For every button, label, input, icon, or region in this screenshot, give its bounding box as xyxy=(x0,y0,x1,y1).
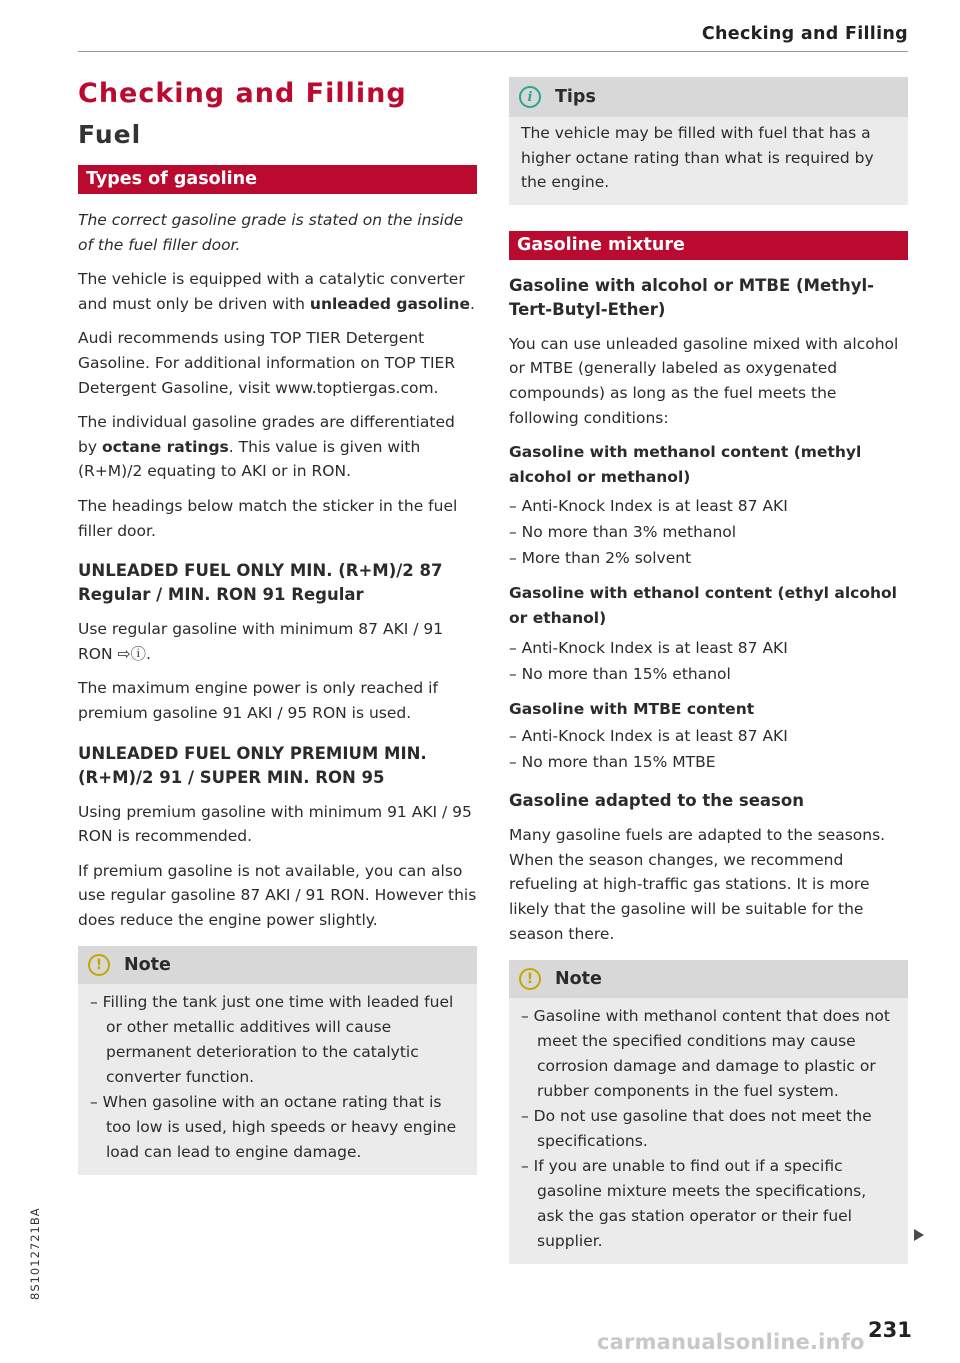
paragraph-top-tier: Audi recommends using TOP TIER Detergent Gasoline. For additional information on TOP TIER Detergent Gasoline, visit www.toptiergas.com. xyxy=(78,329,456,397)
heading-regular: UNLEADED FUEL ONLY MIN. (R+M)/2 87 Regular / MIN. RON 91 Regular xyxy=(78,561,443,605)
text: The individual gasoline grades are differentiated by xyxy=(78,413,455,456)
paragraph-octane xyxy=(78,410,477,484)
list-item: – Anti-Knock Index is at least 87 AKI xyxy=(509,497,788,516)
paragraph-catalytic xyxy=(78,267,477,316)
list-item: – Filling the tank just one time with leaded fuel or other metallic additives will cause permanent deterioration to the catalytic converter function. xyxy=(90,993,454,1087)
paragraph-sticker: The headings below match the sticker in the fuel filler door. xyxy=(78,496,458,540)
text: The vehicle is equipped with a catalytic converter and must only be driven with xyxy=(78,270,465,313)
list-item: – No more than 15% MTBE xyxy=(509,753,716,772)
note-body xyxy=(78,984,477,1175)
paragraph-premium-unavailable: If premium gasoline is not available, you can also use regular gasoline 87 AKI / 91 RON. However this does reduce the engine power slightly. xyxy=(78,861,477,929)
note-box-left xyxy=(78,946,477,1175)
heading-premium: UNLEADED FUEL ONLY PREMIUM MIN. (R+M)/2 91 / SUPER MIN. RON 95 xyxy=(78,743,427,787)
bold-text: octane ratings xyxy=(101,437,229,456)
paragraph-max-power: The maximum engine power is only reached if premium gasoline 91 AKI / 95 RON is used. xyxy=(78,679,438,722)
tips-header xyxy=(509,77,908,117)
list-item: – More than 2% solvent xyxy=(509,549,692,568)
note-body xyxy=(509,998,908,1264)
list-item: – If you are unable to find out if a specific gasoline mixture meets the specifications, ask the gas station operator or their fuel supplier. xyxy=(521,1157,867,1251)
heading-methanol: Gasoline with methanol content (methyl alcohol or methanol) xyxy=(509,443,862,486)
note-title: Note xyxy=(555,969,602,990)
tips-body xyxy=(509,117,908,205)
list-item: – No more than 3% methanol xyxy=(509,523,737,542)
chapter-title: Checking and Filling xyxy=(78,78,407,109)
text: . This value is given with (R+M)/2 equating to AKI or in RON. xyxy=(78,437,421,481)
note-box-right xyxy=(509,960,908,1264)
paragraph-alcohol: You can use unleaded gasoline mixed with alcohol or MTBE (generally labeled as oxygenated compounds) as long as the fuel meets the following conditions: xyxy=(509,334,899,427)
paragraph-season: Many gasoline fuels are adapted to the seasons. When the season changes, we recommend refueling at high-traffic gas stations. It is more likely that the gasoline will be suitable for the season there. xyxy=(509,826,886,943)
running-header: Checking and Filling xyxy=(701,24,908,44)
list-item: – Anti-Knock Index is at least 87 AKI xyxy=(509,727,788,746)
warning-circle-icon: ! xyxy=(519,968,541,990)
list-item: – No more than 15% ethanol xyxy=(509,664,731,683)
list-item: – When gasoline with an octane rating that is too low is used, high speeds or heavy engine load can lead to engine damage. xyxy=(90,1093,457,1162)
header-rule xyxy=(78,51,908,52)
bold-text: unleaded gasoline xyxy=(309,294,470,313)
page-number: 231 xyxy=(868,1318,912,1342)
heading-season: Gasoline adapted to the season xyxy=(509,791,804,811)
left-column xyxy=(78,72,477,1175)
tips-title: Tips xyxy=(555,87,596,107)
gasoline-mixture-heading: Gasoline mixture xyxy=(509,231,908,260)
note-title: Note xyxy=(124,955,171,976)
heading-alcohol: Gasoline with alcohol or MTBE (Methyl-Tert-Butyl-Ether) xyxy=(509,275,875,319)
text: . xyxy=(469,294,475,313)
info-icon: i xyxy=(519,86,541,108)
paragraph-regular: Use regular gasoline with minimum 87 AKI / 91 RON ⇨ⓘ. xyxy=(78,620,444,663)
warning-circle-icon: ! xyxy=(88,954,110,976)
right-column xyxy=(509,77,908,1264)
watermark: carmanualsonline.info xyxy=(597,1330,865,1354)
tips-box xyxy=(509,77,908,205)
heading-ethanol: Gasoline with ethanol content (ethyl alcohol or ethanol) xyxy=(509,584,897,627)
list-item: – Do not use gasoline that does not meet the specifications. xyxy=(521,1107,872,1151)
types-of-gasoline-heading: Types of gasoline xyxy=(78,165,477,194)
paragraph-premium: Using premium gasoline with minimum 91 AKI / 95 RON is recommended. xyxy=(78,802,472,846)
section-title: Fuel xyxy=(78,120,142,149)
tips-text: The vehicle may be filled with fuel that has a higher octane rating than what is required by the engine. xyxy=(521,124,874,192)
continue-arrow-icon xyxy=(914,1229,924,1241)
note-header xyxy=(78,946,477,984)
heading-mtbe: Gasoline with MTBE content xyxy=(509,699,755,718)
list-item: – Gasoline with methanol content that does not meet the specified conditions may cause corrosion damage and damage to plastic or rubber components in the fuel system. xyxy=(521,1007,890,1101)
note-header xyxy=(509,960,908,998)
intro-italic: The correct gasoline grade is stated on the inside of the fuel filler door. xyxy=(78,211,464,254)
side-document-code: 8S1012721BA xyxy=(28,1207,42,1300)
list-item: – Anti-Knock Index is at least 87 AKI xyxy=(509,638,788,657)
